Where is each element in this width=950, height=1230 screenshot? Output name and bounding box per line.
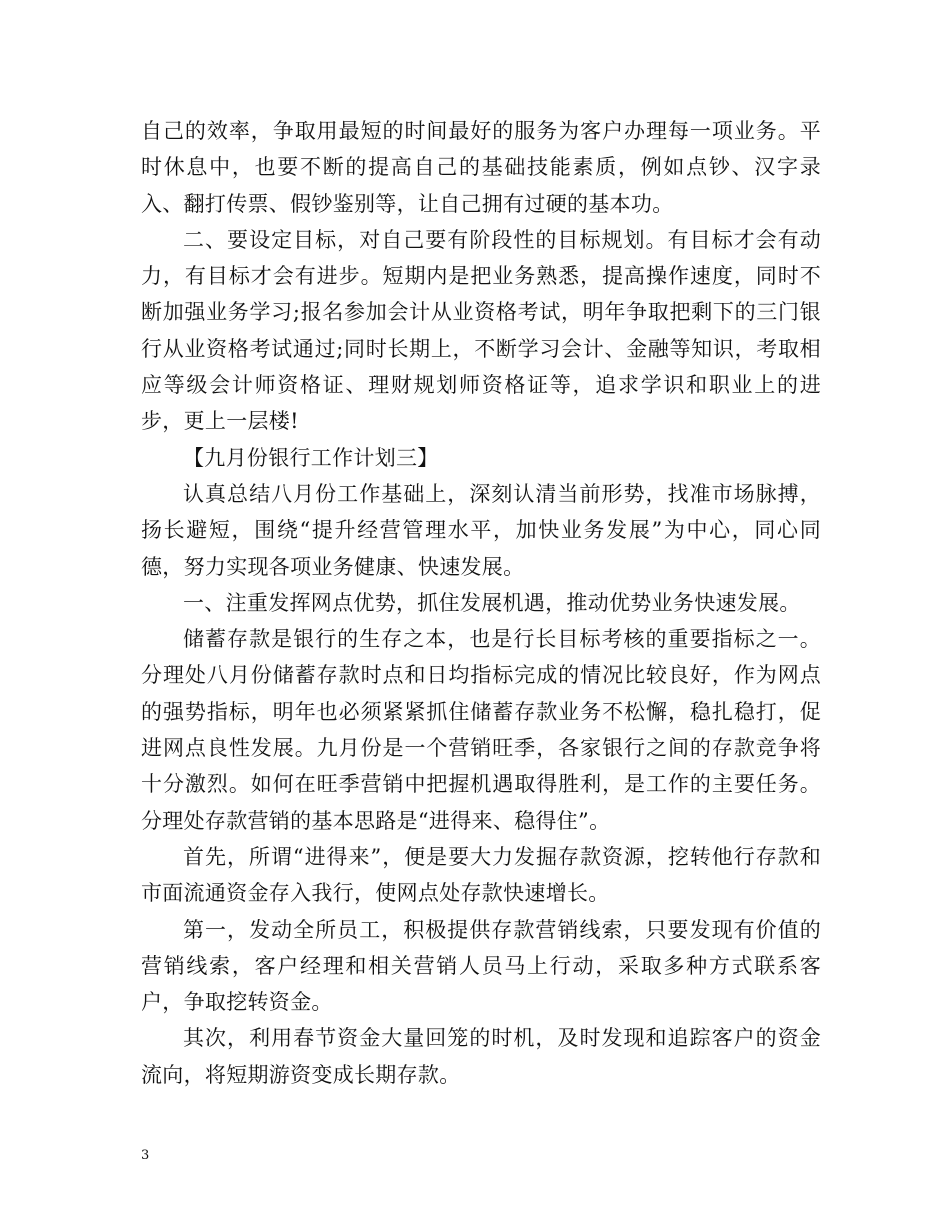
paragraph-set-goals: 二、要设定目标，对自己要有阶段性的目标规划。有目标才会有动力，有目标才会有进步。短期内是把业务熟悉，提高操作速度，同时不断加强业务学习;报名参加会计从业资格考试，明年争取把剩下的三门银行从业资格考试通过;同时长期上，不断学习会计、金融等知识，考取相应等级会计师资格证、理财规划师资格证等，追求学识和职业上的进步，更上一层楼! <box>141 227 821 434</box>
paragraph-point-one: 一、注重发挥网点优势，抓住发展机遇，推动优势业务快速发展。 <box>183 590 801 615</box>
section-heading-plan-three: 【九月份银行工作计划三】 <box>183 445 439 470</box>
paragraph-savings-deposits: 储蓄存款是银行的生存之本，也是行长目标考核的重要指标之一。分理处八月份储蓄存款时点和日均指标完成的情况比较良好，作为网点的强势指标，明年也必须紧紧抓住储蓄存款业务不松懈，稳扎稳打，促进网点良性发展。九月份是一个营销旺季，各家银行之间的存款竞争将十分激烈。如何在旺季营销中把握机遇取得胜利，是工作的主要任务。分理处存款营销的基本思路是“进得来、稳得住”。 <box>141 627 821 833</box>
paragraph-first-bring-in: 首先，所谓“进得来”，便是要大力发掘存款资源，挖转他行存款和市面流通资金存入我行，使网点处存款快速增长。 <box>141 844 821 906</box>
paragraph-mobilize-staff: 第一，发动全所员工，积极提供存款营销线索，只要发现有价值的营销线索，客户经理和相关营销人员马上行动，采取多种方式联系客户，争取挖转资金。 <box>141 917 821 1015</box>
page-number: 3 <box>141 1148 150 1163</box>
paragraph-efficiency-continuation: 自己的效率，争取用最短的时间最好的服务为客户办理每一项业务。平时休息中，也要不断的提高自己的基础技能素质，例如点钞、汉字录入、翻打传票、假钞鉴别等，让自己拥有过硬的基本功。 <box>141 119 821 216</box>
paragraph-spring-festival-funds: 其次，利用春节资金大量回笼的时机，及时发现和追踪客户的资金流向，将短期游资变成长期存款。 <box>141 1026 821 1087</box>
paragraph-summary-august: 认真总结八月份工作基础上，深刻认清当前形势，找准市场脉搏，扬长避短，围绕“提升经营管理水平，加快业务发展”为中心，同心同德，努力实现各项业务健康、快速发展。 <box>141 481 821 579</box>
document-body <box>141 113 821 1093</box>
